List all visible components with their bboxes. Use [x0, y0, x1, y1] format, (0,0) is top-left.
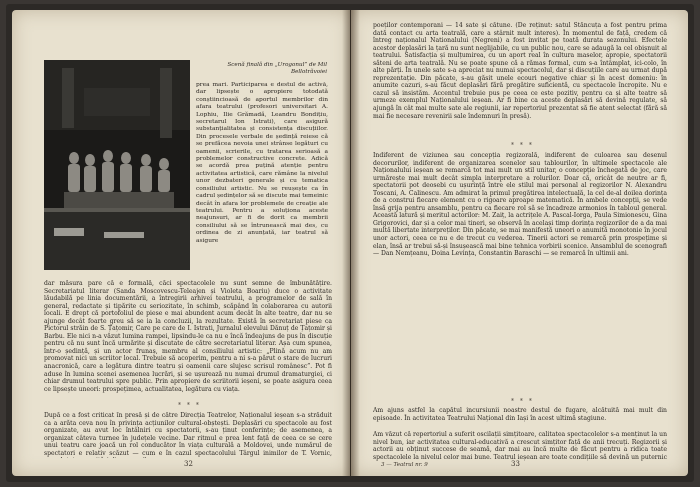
right-page — [351, 10, 688, 476]
right-column-text: prea mari. Participarea e destul de activă, dar lipsește o apropiere totodată conștiincioasă de aportul membrilor din afara teatrului (profesori universitari A. Lophiu, Ilie Grămadă, Leandru Bondițiu, secretarul Ion Istrati), care asigură substanțialitatea și consistența discuțiilor. Din procesele verbale de ședință reiese că se prefăcea nevoia unei strânse legături cu oamenii, scrierile, cu tratarea serioasă a problemelor constructive concrete. Adică se acordă prea puțină atenție pentru activitatea artistică, care rămâne la nivelul unor dezbateri generale și cu tematica consiliului artistic. Nu se reușește ca în cadrul ședințelor să se discute mai temeinic decât în afara lor problemele de creație ale teatrului. Pentru a soluționa aceste neajunsuri, ar fi de dorit ca membrii consiliului să se întrunească mai des, cu ordinea de zi anunțată, iar teatrul să asigure — [196, 82, 328, 244]
photo-caption: Scenă finală din „Urogonul” de Mil Bellotrăvoiei — [227, 62, 327, 75]
open-book — [6, 4, 694, 482]
page-number-left: 32 — [184, 460, 193, 468]
page-number-right: 33 — [511, 460, 520, 468]
body-paragraph-1: dar măsura pare că e formală, căci spectacolele nu sunt semne de îmbunătățire. Secretariatul literar (Sanda Moscovescu-Teleajen și Violeta Boariu) duce o activitate lăudabilă pe linia documentării, a întregirii arhivei teatrului, a programelor de sală în general, redactate și tipărite cu seriozitate, în schimb, scăpând în colaborarea cu autorii locali. E drept că portofoliul de piese e mai abundent acum decât în alte teatre, dar nu se ajunge decât foarte greu să se ia la concluzii, la rezultate. Există în secretariat piese ca Pictorul străin de S. Țațomir, Care pe care de I. Istrati, Jurnalul elevului Dănuț de Țațomir și Barbu. Ele nici n-a văzut lumina rampei, lipsindu-le ca nu e încă îndeajuns de pus în discuție pentru că nu sunt încă urmărite și discutate de către secretariatul literar. Așa cum spunea, într-o ședință, și un actor frunaș, membru al consiliului artistic: „Plină acum nu am promovat nici un scriitor local. Trebuie să acoperim, pentru a ni s-a părut o stare de lucruri anacronică, care a legătura dintre teatru și oamenii care slujesc scrisul românesc”. Pot fi aduse în lumina scenei asemenea lucrări, și se ușurează nu numai drumul dramaturgiei, ci chiar drumul teatrului spre public. Prin apropiere de scriitorii ieșeni, se poate asigura ceea ce lipsește uneori: prospețimea, actualitatea, legătura cu viața. — [44, 280, 332, 393]
stage-photo — [44, 60, 190, 270]
body-paragraph-3: Am ajuns astfel la capătul incursiunii noastre destul de fugare, alcătuită mai mult din episoade. În activitatea Teatrului Național din Iași în acest ultimă stagiune. — [373, 407, 667, 422]
stage-scene-image — [44, 60, 190, 270]
section-separator: * * * — [511, 398, 534, 405]
body-paragraph-2: Indiferent de viziunea sau concepția regizorală, indiferent de culoarea sau desenul decorurilor, indiferent de organizarea scenelor sau tablourilor, în ultimele spectacole ale Naționalului ieșean se remarcă tot mai mult un stil unitar, o concepție închegată de joc, care urmărește mai mult decât simpla interpretare a rolurilor. Doar că, oricât de neutre ar fi, spectatorii pot deosebi cu ușurință între ele stilul mai personal al regizorilor N. Alexandru Toscani, A. Calinescu. Am admirat la primul pregătirea intelectuală, la cel de-al doilea dorința de a construi fiecare element cu o rigoare aproape matematică. În ambele concepții, se vede însă grija pentru ansamblu, pentru ca fiecare rol să se încadreze armonios în tabloul general. Această latură și meritul actorilor: M. Zaiț, la actrițele A. Pascal-Iorga, Paula Simionescu, Gina Grigorovici, dar și a celor mai tineri, se observă în același timp dorința regizorilor de a da mai multă libertate interpreților. Din păcate, se mai manifestă uneori o anumită monotonie în jocul unor actori, ceea ce nu e de trecut cu vederea. Tinerii actori se remarcă prin prospețime și elan, însă ar trebui să-și însușească mai bine tehnica vorbirii scenice. Ansamblul de scenografi — Dan Nemțeanu, Doina Levința, Constantin Baraschi — se remarcă în ultimii ani. — [373, 152, 667, 258]
printer-signature: 3 — Teatrul nr. 9 — [381, 462, 428, 468]
body-paragraph-4: Am văzut că repertoriul a suferit oscilații simțitoare, calitatea spectacolelor s-a menținut la un nivel bun, iar activitatea cultural-educativă a crescut simțitor față de anii trecuți. Regizorii și actorii au obținut succese de seamă, dar mai au încă multe de făcut pentru a ridica toate spectacolele la nivelul celor mai bune. Teatrul ieșean are toate condițiile să devină un puternic — [373, 431, 667, 461]
left-page — [12, 10, 350, 476]
section-separator: * * * — [178, 402, 201, 409]
body-paragraph-1: poeților contemporani — 14 sate și cătune. (De reținut: satul Stăncuța a fost pentru prima dată contact cu arta teatrală, care a stârnit mult interes). În momentul de față, credem că întreg naționalul Nationalului (Negreni) a fost invitat pe toată durata sezonului. Efectele acestor deplasări la țară nu sunt neglijabile, cu un public nou, care se adaugă la cel obișnuit al teatrului. Satisfacția și mulțumirea, cu un aport real în cultura maselor, apropie, spectatorii săteni de arta teatrală. Nu se poate spune că a rămas formal, cum s-a întâmplat, ici-colo, în alte părți. În unele sate s-a apreciat nu numai spectacolul, dar și discuțiile care au urmat după reprezentație. Din păcate, s-au găsit unele ecouri negative chiar și în acest domeniu: în anumite cazuri, s-au făcut deplasări fără pregătire suficientă, cu spectacole încropite. Nu e cazul să insistăm. Accentul trebuie pus pe ceea ce este pozitiv, pentru ca și alte teatre să urmeze exemplul Naționalului ieșean. Ar fi bine ca aceste deplasări să devină regulate, să ajungă în cât mai multe sate ale regiunii, iar repertoriul prezentat să fie atent selectat (fără să mai fie necesare revenirii sale îndemnuri în presă). — [373, 22, 667, 120]
section-separator: * * * — [511, 142, 534, 149]
body-paragraph-2: După ce a fost criticat în presă și de către Direcția Teatrelor, Naționalul ieșean s-a străduit ca a arăta ceva nou în privința acțiunilor cultural-obștești. Deplasări cu spectacole au fost organizate, au avut loc întâlniri cu spectatorii, s-au ținut conferințe; de asemenea, a organizat câteva turnee în județele vecine. Dar ritmul e prea lent față de ceea ce se cere unui teatru care joacă un rol conducător în viața culturală a Moldovei, unde numărul de spectatori e relativ scăzut — cum e în cazul spectacolului Târgul inimilor de T. Vornic, — [44, 412, 332, 457]
